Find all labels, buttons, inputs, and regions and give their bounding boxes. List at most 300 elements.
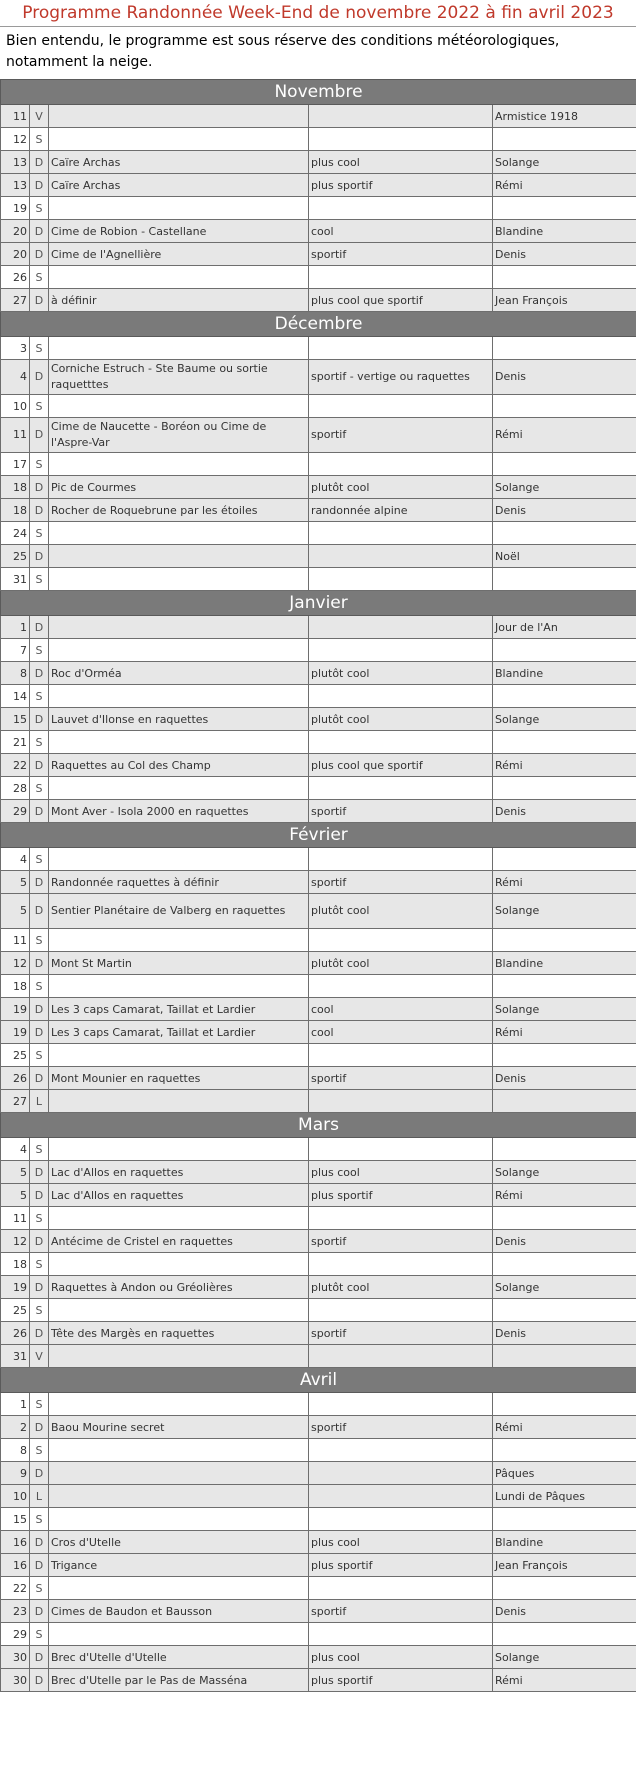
leader-cell: [493, 1508, 636, 1531]
leader-cell: [493, 266, 636, 289]
weekday-cell: S: [30, 395, 49, 418]
level-cell: [309, 568, 493, 591]
month-name: Mars: [1, 1113, 636, 1138]
level-cell: plus cool que sportif: [309, 289, 493, 312]
table-row: [1, 1253, 636, 1276]
hike-cell: [49, 1623, 309, 1646]
table-row: [1, 1485, 636, 1508]
day-cell: 10: [1, 395, 30, 418]
hike-cell: [49, 1577, 309, 1600]
hike-cell: [49, 1345, 309, 1368]
leader-cell: Solange: [493, 998, 636, 1021]
day-cell: 26: [1, 1322, 30, 1345]
day-cell: 12: [1, 128, 30, 151]
hike-cell: Les 3 caps Camarat, Taillat et Lardier: [49, 1021, 309, 1044]
level-cell: plutôt cool: [309, 476, 493, 499]
hike-cell: Les 3 caps Camarat, Taillat et Lardier: [49, 998, 309, 1021]
weekday-cell: S: [30, 777, 49, 800]
hike-cell: [49, 1044, 309, 1067]
schedule-body: [1, 80, 636, 1692]
hike-cell: Lac d'Allos en raquettes: [49, 1161, 309, 1184]
leader-cell: [493, 1090, 636, 1113]
table-row: [1, 1067, 636, 1090]
table-row: [1, 1138, 636, 1161]
weekday-cell: D: [30, 1276, 49, 1299]
leader-cell: [493, 1044, 636, 1067]
leader-cell: Denis: [493, 1230, 636, 1253]
level-cell: plus sportif: [309, 1554, 493, 1577]
weekday-cell: D: [30, 499, 49, 522]
weekday-cell: D: [30, 894, 49, 929]
month-name: Février: [1, 823, 636, 848]
weekday-cell: S: [30, 128, 49, 151]
day-cell: 7: [1, 639, 30, 662]
table-row: [1, 220, 636, 243]
day-cell: 18: [1, 1253, 30, 1276]
weekday-cell: S: [30, 1508, 49, 1531]
level-cell: [309, 1345, 493, 1368]
weekday-cell: D: [30, 476, 49, 499]
weekday-cell: D: [30, 800, 49, 823]
level-cell: plutôt cool: [309, 952, 493, 975]
month-header: [1, 312, 636, 337]
hike-cell: Tête des Margès en raquettes: [49, 1322, 309, 1345]
weekday-cell: L: [30, 1090, 49, 1113]
month-name: Avril: [1, 1368, 636, 1393]
hike-cell: Lac d'Allos en raquettes: [49, 1184, 309, 1207]
day-cell: 22: [1, 754, 30, 777]
weekday-cell: D: [30, 1416, 49, 1439]
hike-cell: [49, 453, 309, 476]
day-cell: 27: [1, 1090, 30, 1113]
hike-cell: [49, 1462, 309, 1485]
day-cell: 19: [1, 998, 30, 1021]
hike-cell: [49, 1138, 309, 1161]
leader-cell: Lundi de Pâques: [493, 1485, 636, 1508]
day-cell: 5: [1, 894, 30, 929]
day-cell: 15: [1, 1508, 30, 1531]
table-row: [1, 894, 636, 929]
weekday-cell: D: [30, 243, 49, 266]
level-cell: [309, 1207, 493, 1230]
table-row: [1, 360, 636, 395]
weekday-cell: D: [30, 708, 49, 731]
table-row: [1, 1462, 636, 1485]
weekday-cell: S: [30, 975, 49, 998]
weekday-cell: S: [30, 1623, 49, 1646]
leader-cell: [493, 128, 636, 151]
weekday-cell: V: [30, 1345, 49, 1368]
leader-cell: Solange: [493, 708, 636, 731]
hike-cell: Roc d'Orméa: [49, 662, 309, 685]
leader-cell: Denis: [493, 1322, 636, 1345]
day-cell: 31: [1, 1345, 30, 1368]
hike-cell: [49, 1207, 309, 1230]
level-cell: [309, 1138, 493, 1161]
table-row: [1, 1161, 636, 1184]
day-cell: 4: [1, 1138, 30, 1161]
day-cell: 19: [1, 1021, 30, 1044]
hike-cell: [49, 568, 309, 591]
table-row: [1, 754, 636, 777]
leader-cell: [493, 731, 636, 754]
table-row: [1, 1623, 636, 1646]
hike-cell: Pic de Courmes: [49, 476, 309, 499]
leader-cell: [493, 1253, 636, 1276]
table-row: [1, 418, 636, 453]
hike-cell: [49, 337, 309, 360]
level-cell: [309, 128, 493, 151]
leader-cell: Denis: [493, 1600, 636, 1623]
table-row: [1, 522, 636, 545]
level-cell: cool: [309, 220, 493, 243]
hike-cell: [49, 197, 309, 220]
weekday-cell: D: [30, 1067, 49, 1090]
level-cell: [309, 639, 493, 662]
level-cell: [309, 266, 493, 289]
table-row: [1, 453, 636, 476]
level-cell: sportif: [309, 1230, 493, 1253]
day-cell: 20: [1, 220, 30, 243]
weekday-cell: S: [30, 1138, 49, 1161]
level-cell: sportif: [309, 1322, 493, 1345]
weekday-cell: D: [30, 998, 49, 1021]
month-header: [1, 591, 636, 616]
hike-cell: Mont Aver - Isola 2000 en raquettes: [49, 800, 309, 823]
leader-cell: Armistice 1918: [493, 105, 636, 128]
table-row: [1, 174, 636, 197]
weekday-cell: S: [30, 197, 49, 220]
table-row: [1, 1439, 636, 1462]
table-row: [1, 1393, 636, 1416]
hike-cell: [49, 128, 309, 151]
day-cell: 10: [1, 1485, 30, 1508]
level-cell: [309, 395, 493, 418]
weekday-cell: D: [30, 174, 49, 197]
weekday-cell: D: [30, 754, 49, 777]
table-row: [1, 1600, 636, 1623]
leader-cell: Noël: [493, 545, 636, 568]
leader-cell: Solange: [493, 1276, 636, 1299]
hike-cell: Cros d'Utelle: [49, 1531, 309, 1554]
leader-cell: [493, 453, 636, 476]
hike-cell: [49, 105, 309, 128]
level-cell: plutôt cool: [309, 894, 493, 929]
leader-cell: Rémi: [493, 1669, 636, 1692]
table-row: [1, 800, 636, 823]
level-cell: cool: [309, 998, 493, 1021]
table-row: [1, 1531, 636, 1554]
day-cell: 25: [1, 1044, 30, 1067]
hike-cell: [49, 929, 309, 952]
table-row: [1, 1577, 636, 1600]
level-cell: [309, 848, 493, 871]
day-cell: 4: [1, 848, 30, 871]
level-cell: [309, 731, 493, 754]
leader-cell: Denis: [493, 1067, 636, 1090]
day-cell: 25: [1, 1299, 30, 1322]
hike-cell: [49, 731, 309, 754]
level-cell: [309, 105, 493, 128]
day-cell: 8: [1, 662, 30, 685]
level-cell: plus cool: [309, 1646, 493, 1669]
table-row: [1, 1554, 636, 1577]
table-row: [1, 1322, 636, 1345]
weekday-cell: V: [30, 105, 49, 128]
day-cell: 11: [1, 105, 30, 128]
table-row: [1, 545, 636, 568]
day-cell: 12: [1, 952, 30, 975]
table-row: [1, 395, 636, 418]
weekday-cell: S: [30, 1439, 49, 1462]
hike-cell: Cimes de Baudon et Bausson: [49, 1600, 309, 1623]
day-cell: 11: [1, 418, 30, 453]
leader-cell: [493, 1623, 636, 1646]
table-row: [1, 1345, 636, 1368]
hike-cell: à définir: [49, 289, 309, 312]
level-cell: plutôt cool: [309, 1276, 493, 1299]
day-cell: 16: [1, 1554, 30, 1577]
leader-cell: Jean François: [493, 1554, 636, 1577]
leader-cell: Rémi: [493, 1416, 636, 1439]
leader-cell: Blandine: [493, 1531, 636, 1554]
weekday-cell: S: [30, 453, 49, 476]
leader-cell: Denis: [493, 243, 636, 266]
table-row: [1, 777, 636, 800]
level-cell: plus sportif: [309, 1184, 493, 1207]
day-cell: 23: [1, 1600, 30, 1623]
weekday-cell: D: [30, 871, 49, 894]
weekday-cell: S: [30, 848, 49, 871]
table-row: [1, 197, 636, 220]
hike-cell: [49, 522, 309, 545]
table-row: [1, 476, 636, 499]
month-name: Janvier: [1, 591, 636, 616]
leader-cell: [493, 777, 636, 800]
day-cell: 22: [1, 1577, 30, 1600]
day-cell: 15: [1, 708, 30, 731]
hike-cell: [49, 1090, 309, 1113]
weekday-cell: D: [30, 151, 49, 174]
weekday-cell: D: [30, 360, 49, 395]
weekday-cell: D: [30, 1646, 49, 1669]
weekday-cell: D: [30, 418, 49, 453]
hike-cell: [49, 266, 309, 289]
leader-cell: [493, 568, 636, 591]
hike-cell: Cime de l'Agnellière: [49, 243, 309, 266]
weekday-cell: S: [30, 522, 49, 545]
day-cell: 31: [1, 568, 30, 591]
hike-cell: Randonnée raquettes à définir: [49, 871, 309, 894]
leader-cell: Solange: [493, 1646, 636, 1669]
hike-cell: [49, 1485, 309, 1508]
weekday-cell: S: [30, 639, 49, 662]
table-row: [1, 685, 636, 708]
table-row: [1, 975, 636, 998]
hike-cell: Mont Mounier en raquettes: [49, 1067, 309, 1090]
month-header: [1, 1113, 636, 1138]
leader-cell: [493, 929, 636, 952]
hike-cell: Brec d'Utelle par le Pas de Masséna: [49, 1669, 309, 1692]
table-row: [1, 929, 636, 952]
level-cell: [309, 1462, 493, 1485]
weekday-cell: S: [30, 731, 49, 754]
hike-cell: Antécime de Cristel en raquettes: [49, 1230, 309, 1253]
level-cell: sportif: [309, 1416, 493, 1439]
level-cell: plus cool: [309, 1161, 493, 1184]
hike-cell: Sentier Planétaire de Valberg en raquettes: [49, 894, 309, 929]
day-cell: 27: [1, 289, 30, 312]
weekday-cell: D: [30, 662, 49, 685]
day-cell: 8: [1, 1439, 30, 1462]
day-cell: 19: [1, 197, 30, 220]
leader-cell: Rémi: [493, 1021, 636, 1044]
leader-cell: Solange: [493, 151, 636, 174]
table-row: [1, 1044, 636, 1067]
table-row: [1, 243, 636, 266]
table-row: [1, 128, 636, 151]
leader-cell: Rémi: [493, 418, 636, 453]
level-cell: plutôt cool: [309, 708, 493, 731]
hike-cell: [49, 1439, 309, 1462]
day-cell: 3: [1, 337, 30, 360]
level-cell: plus cool: [309, 151, 493, 174]
weekday-cell: D: [30, 1554, 49, 1577]
level-cell: sportif: [309, 1067, 493, 1090]
day-cell: 17: [1, 453, 30, 476]
leader-cell: Jour de l'An: [493, 616, 636, 639]
level-cell: [309, 337, 493, 360]
level-cell: [309, 1508, 493, 1531]
hike-cell: Rocher de Roquebrune par les étoiles: [49, 499, 309, 522]
hike-cell: Lauvet d'Ilonse en raquettes: [49, 708, 309, 731]
table-row: [1, 1021, 636, 1044]
weekday-cell: S: [30, 337, 49, 360]
hike-cell: Corniche Estruch - Ste Baume ou sortie raquetttes: [49, 360, 309, 395]
day-cell: 9: [1, 1462, 30, 1485]
hike-cell: Baou Mourine secret: [49, 1416, 309, 1439]
table-row: [1, 848, 636, 871]
weekday-cell: S: [30, 568, 49, 591]
day-cell: 5: [1, 871, 30, 894]
weekday-cell: S: [30, 929, 49, 952]
intro-note: Bien entendu, le programme est sous réserve des conditions météorologiques, notamment la neige.: [6, 33, 560, 70]
day-cell: 13: [1, 151, 30, 174]
hike-cell: [49, 545, 309, 568]
level-cell: [309, 777, 493, 800]
level-cell: [309, 1485, 493, 1508]
day-cell: 30: [1, 1669, 30, 1692]
month-name: Novembre: [1, 80, 636, 105]
day-cell: 24: [1, 522, 30, 545]
day-cell: 25: [1, 545, 30, 568]
level-cell: sportif: [309, 871, 493, 894]
hike-cell: [49, 777, 309, 800]
level-cell: [309, 1393, 493, 1416]
day-cell: 18: [1, 975, 30, 998]
day-cell: 26: [1, 1067, 30, 1090]
day-cell: 5: [1, 1184, 30, 1207]
leader-cell: Denis: [493, 800, 636, 823]
level-cell: [309, 1623, 493, 1646]
weekday-cell: D: [30, 952, 49, 975]
leader-cell: Denis: [493, 360, 636, 395]
day-cell: 14: [1, 685, 30, 708]
weekday-cell: S: [30, 1577, 49, 1600]
leader-cell: [493, 1577, 636, 1600]
level-cell: plus cool que sportif: [309, 754, 493, 777]
leader-cell: Rémi: [493, 174, 636, 197]
table-row: [1, 1276, 636, 1299]
day-cell: 5: [1, 1161, 30, 1184]
day-cell: 11: [1, 1207, 30, 1230]
table-row: [1, 1230, 636, 1253]
level-cell: [309, 929, 493, 952]
weekday-cell: D: [30, 1021, 49, 1044]
level-cell: [309, 197, 493, 220]
weekday-cell: D: [30, 1669, 49, 1692]
level-cell: sportif: [309, 800, 493, 823]
weekday-cell: D: [30, 1230, 49, 1253]
hike-cell: [49, 395, 309, 418]
hike-cell: [49, 975, 309, 998]
level-cell: [309, 616, 493, 639]
weekday-cell: D: [30, 1184, 49, 1207]
level-cell: [309, 1439, 493, 1462]
leader-cell: [493, 522, 636, 545]
weekday-cell: S: [30, 685, 49, 708]
hike-cell: Raquettes au Col des Champ: [49, 754, 309, 777]
table-row: [1, 151, 636, 174]
leader-cell: Pâques: [493, 1462, 636, 1485]
table-row: [1, 871, 636, 894]
table-row: [1, 616, 636, 639]
table-row: [1, 1416, 636, 1439]
leader-cell: [493, 1138, 636, 1161]
level-cell: [309, 1299, 493, 1322]
leader-cell: Rémi: [493, 1184, 636, 1207]
page-title: Programme Randonnée Week-End de novembre 2022 à fin avril 2023: [0, 0, 636, 27]
leader-cell: [493, 975, 636, 998]
table-row: [1, 1646, 636, 1669]
day-cell: 26: [1, 266, 30, 289]
leader-cell: [493, 1299, 636, 1322]
level-cell: sportif: [309, 1600, 493, 1623]
table-row: [1, 639, 636, 662]
day-cell: 4: [1, 360, 30, 395]
day-cell: 29: [1, 800, 30, 823]
leader-cell: Rémi: [493, 754, 636, 777]
hike-cell: Mont St Martin: [49, 952, 309, 975]
level-cell: sportif - vertige ou raquettes: [309, 360, 493, 395]
hike-cell: [49, 1299, 309, 1322]
hike-cell: Cime de Naucette - Boréon ou Cime de l'Aspre-Var: [49, 418, 309, 453]
table-row: [1, 952, 636, 975]
table-row: [1, 708, 636, 731]
table-row: [1, 499, 636, 522]
level-cell: randonnée alpine: [309, 499, 493, 522]
weekday-cell: D: [30, 1161, 49, 1184]
hike-cell: [49, 1253, 309, 1276]
table-row: [1, 568, 636, 591]
weekday-cell: S: [30, 1393, 49, 1416]
table-row: [1, 1669, 636, 1692]
day-cell: 1: [1, 616, 30, 639]
level-cell: sportif: [309, 418, 493, 453]
leader-cell: [493, 1207, 636, 1230]
level-cell: [309, 545, 493, 568]
hike-cell: [49, 1508, 309, 1531]
